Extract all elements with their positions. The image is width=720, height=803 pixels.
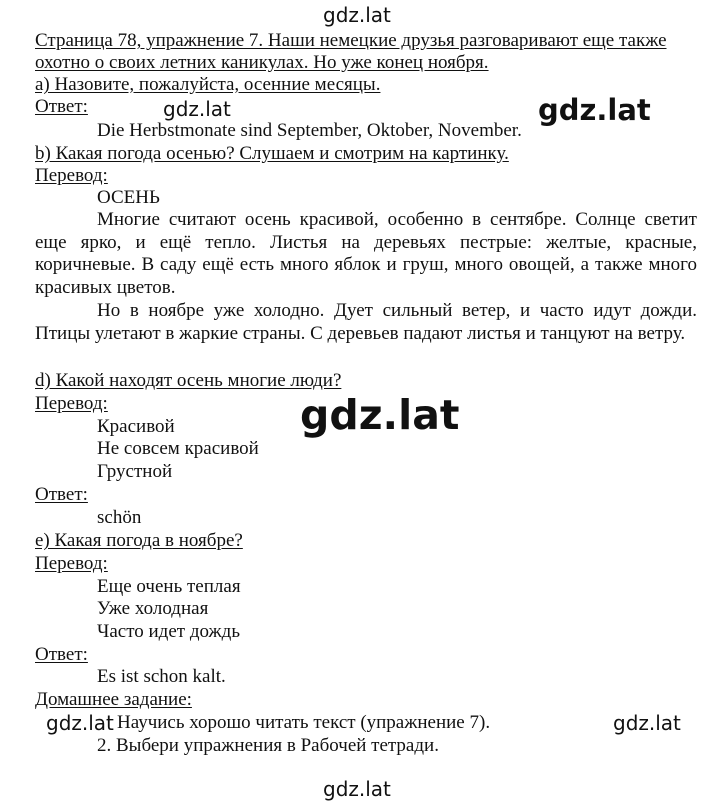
- homework-item-2: 2. Выбери упражнения в Рабочей тетради.: [97, 735, 439, 756]
- option-e-3: Часто идет дождь: [97, 621, 240, 642]
- watermark-homework-right: gdz.lat: [613, 711, 681, 735]
- translation-label-e: Перевод:: [35, 553, 108, 574]
- text-paragraph-1: Многие считают осень красивой, особенно в сентябре. Солнце светит еще ярко, и ещё тепло. Листья на деревьях пестрые: желтые, красные, коричневые. В саду ещё есть много яблок и груш, много овощей, а также много красивых цветов.: [35, 209, 697, 298]
- option-d-3: Грустной: [97, 461, 173, 482]
- watermark-bottom: gdz.lat: [323, 777, 391, 801]
- watermark-homework-left: gdz.lat: [46, 711, 114, 735]
- watermark-answer-small: gdz.lat: [163, 97, 231, 121]
- question-d: d) Какой находят осень многие люди?: [35, 370, 342, 391]
- watermark-top: gdz.lat: [323, 3, 391, 27]
- homework-label: Домашнее задание:: [35, 689, 192, 710]
- answer-d: schön: [97, 507, 142, 528]
- text-title: ОСЕНЬ: [97, 187, 160, 208]
- watermark-answer-big: gdz.lat: [538, 93, 651, 127]
- answer-label-d: Ответ:: [35, 484, 88, 505]
- question-b: b) Какая погода осенью? Слушаем и смотрим на картинку.: [35, 143, 509, 164]
- exercise-header-line-1: Страница 78, упражнение 7. Наши немецкие друзья разговаривают еще также: [35, 30, 667, 51]
- homework-item-1: Научись хорошо читать текст (упражнение 7).: [117, 712, 491, 733]
- question-a: а) Назовите, пожалуйста, осенние месяцы.: [35, 74, 381, 95]
- answer-label-e: Ответ:: [35, 644, 88, 665]
- option-d-1: Красивой: [97, 416, 175, 437]
- translation-label-b: Перевод:: [35, 165, 108, 186]
- option-e-2: Уже холодная: [97, 598, 209, 619]
- text-paragraph-2: Но в ноябре уже холодно. Дует сильный ветер, и часто идут дожди. Птицы улетают в жаркие страны. С деревьев падают листья и танцуют на ветру.: [35, 300, 697, 344]
- answer-e: Es ist schon kalt.: [97, 666, 226, 687]
- option-d-2: Не совсем красивой: [97, 438, 259, 459]
- translation-label-d: Перевод:: [35, 393, 108, 414]
- answer-label-a: Ответ:: [35, 96, 88, 117]
- answer-a: Die Herbstmonate sind September, Oktober, November.: [97, 120, 522, 141]
- watermark-center: gdz.lat: [300, 391, 460, 439]
- option-e-1: Еще очень теплая: [97, 576, 241, 597]
- exercise-header-line-2: охотно о своих летних каникулах. Но уже конец ноября.: [35, 52, 489, 73]
- question-e: e) Какая погода в ноябре?: [35, 530, 243, 551]
